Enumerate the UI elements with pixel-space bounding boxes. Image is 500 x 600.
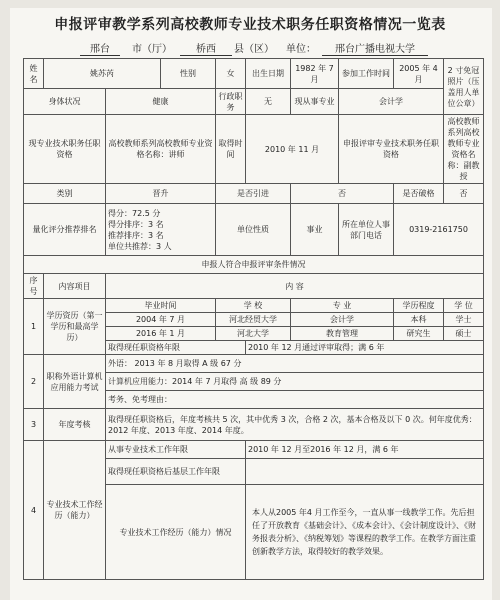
current-title-label: 现专业技术职务任职资格 <box>24 115 106 184</box>
computer-skill: 计算机应用能力：2014 年 7 月取得 高 级 89 分 <box>106 373 484 391</box>
score-rank: 得分排序：3 名 <box>108 219 164 229</box>
city-unit: 市（厅） <box>132 44 172 55</box>
gender-label: 性别 <box>161 59 216 89</box>
category-label: 类别 <box>24 184 106 204</box>
exceptional-label: 是否破格 <box>394 184 444 204</box>
edu-header-level: 学历程度 <box>394 299 444 313</box>
edu-cell: 2016 年 1 月 <box>106 327 216 341</box>
exceptional-value: 否 <box>444 184 484 204</box>
condition-no: 2 <box>24 355 44 409</box>
hr-phone-value: 0319-2161750 <box>394 204 484 256</box>
after-years-label: 取得现任职资格年限 <box>106 341 246 355</box>
condition-item: 年度考核 <box>44 409 106 441</box>
name-value: 姚苏芮 <box>44 59 161 89</box>
dob-label: 出生日期 <box>246 59 291 89</box>
ranking-label: 量化评分推荐排名 <box>24 204 106 256</box>
city: 邢台 <box>80 40 120 56</box>
unit-name: 邢台广播电视大学 <box>322 40 428 56</box>
condition-item: 学历资历（第一学历和最高学历） <box>44 299 106 355</box>
edu-cell: 学士 <box>444 313 484 327</box>
basic-work-value <box>246 459 484 485</box>
work-start-value: 2005 年 4 月 <box>394 59 444 89</box>
edu-cell: 本科 <box>394 313 444 327</box>
foreign-language: 外语： 2013 年 8 月取得 A 级 67 分 <box>106 355 484 373</box>
edu-header-school: 学 校 <box>216 299 291 313</box>
content-header: 内 容 <box>106 274 484 299</box>
condition-item: 职称外语计算机应用能力考试 <box>44 355 106 409</box>
unit-label: 单位： <box>286 44 316 55</box>
hr-phone-label: 所在单位人事部门电话 <box>339 204 394 256</box>
photo-placeholder: 2 寸免冠照片（压盖用人单位公章） <box>444 59 484 115</box>
seq-header: 序号 <box>24 274 44 299</box>
annual-review-text: 取得现任职资格后，年度考核共 5 次，其中优秀 3 次，合格 2 次，基本合格及以下 0 次。何年度优秀：2012 年度、2013 年度、2014 年度。 <box>106 409 484 441</box>
experience-text: 本人从2005 年4 月工作至今，一直从事一线教学工作。先后担任了开放教育《基础会计》、《成本会计》、《会计制度设计》、《财务报表分析》、《纳税筹划》等课程的教学工作。在教学方面注重创新教学方法，取得较好的教学效果。 <box>246 485 484 580</box>
obtain-time-value: 2010 年 11 月 <box>246 115 339 184</box>
admin-value: 无 <box>246 89 291 115</box>
qualification-table <box>23 58 484 580</box>
specialty-value: 会计学 <box>339 89 444 115</box>
item-header: 内容项目 <box>44 274 106 299</box>
unit-nature-value: 事业 <box>291 204 339 256</box>
applicant-count: 单位共推荐：3 人 <box>108 241 172 251</box>
condition-no: 4 <box>24 441 44 580</box>
work-years-value: 2010 年 12 月至2016 年 12 月，满 6 年 <box>246 441 484 459</box>
work-start-label: 参加工作时间 <box>339 59 394 89</box>
introduced-value: 否 <box>291 184 394 204</box>
condition-item: 专业技术工作经历（能力） <box>44 441 106 580</box>
exempt-reason: 考务、免考理由： <box>106 391 484 409</box>
county: 桥西 <box>180 40 232 56</box>
gender-value: 女 <box>216 59 246 89</box>
current-title-value: 高校教师系列高校教师专业资格名称：讲师 <box>106 115 216 184</box>
edu-cell: 会计学 <box>291 313 394 327</box>
edu-cell: 2004 年 7 月 <box>106 313 216 327</box>
edu-header-time: 毕业时间 <box>106 299 216 313</box>
after-years-value: 2010 年 12 月通过评审取得；满 6 年 <box>246 341 484 355</box>
obtain-time-label: 取得时间 <box>216 115 246 184</box>
edu-cell: 研究生 <box>394 327 444 341</box>
apply-title-label: 申报评审专业技术职务任职资格 <box>339 115 444 184</box>
ranking-detail <box>106 204 216 256</box>
introduced-label: 是否引进 <box>216 184 291 204</box>
category-value: 晋升 <box>106 184 216 204</box>
name-label: 姓名 <box>24 59 44 89</box>
apply-title-value: 高校教师系列高校教师专业资格名称：副教授 <box>444 115 484 184</box>
edu-header-degree: 学 位 <box>444 299 484 313</box>
edu-cell: 河北经贸大学 <box>216 313 291 327</box>
score: 得分：72.5 分 <box>108 208 161 218</box>
edu-header-major: 专 业 <box>291 299 394 313</box>
edu-cell: 硕士 <box>444 327 484 341</box>
conditions-title: 申报人符合申报评审条件情况 <box>24 256 484 274</box>
experience-label: 专业技术工作经历（能力）情况 <box>106 485 246 580</box>
county-unit: 县（区） <box>234 44 274 55</box>
health-label: 身体状况 <box>24 89 106 115</box>
health-value: 健康 <box>106 89 216 115</box>
basic-work-label: 取得现任职资格后基层工作年限 <box>106 459 246 485</box>
edu-cell: 河北大学 <box>216 327 291 341</box>
specialty-label: 现从事专业 <box>291 89 339 115</box>
dob-value: 1982 年 7 月 <box>291 59 339 89</box>
page-title: 申报评审教学系列高校教师专业技术职务任职资格情况一览表 <box>54 17 446 33</box>
edu-cell: 教育管理 <box>291 327 394 341</box>
condition-no: 3 <box>24 409 44 441</box>
admin-label: 行政职务 <box>216 89 246 115</box>
unit-nature-label: 单位性质 <box>216 204 291 256</box>
work-years-label: 从事专业技术工作年限 <box>106 441 246 459</box>
recommend-rank: 推荐排序：3 名 <box>108 230 164 240</box>
condition-no: 1 <box>24 299 44 355</box>
